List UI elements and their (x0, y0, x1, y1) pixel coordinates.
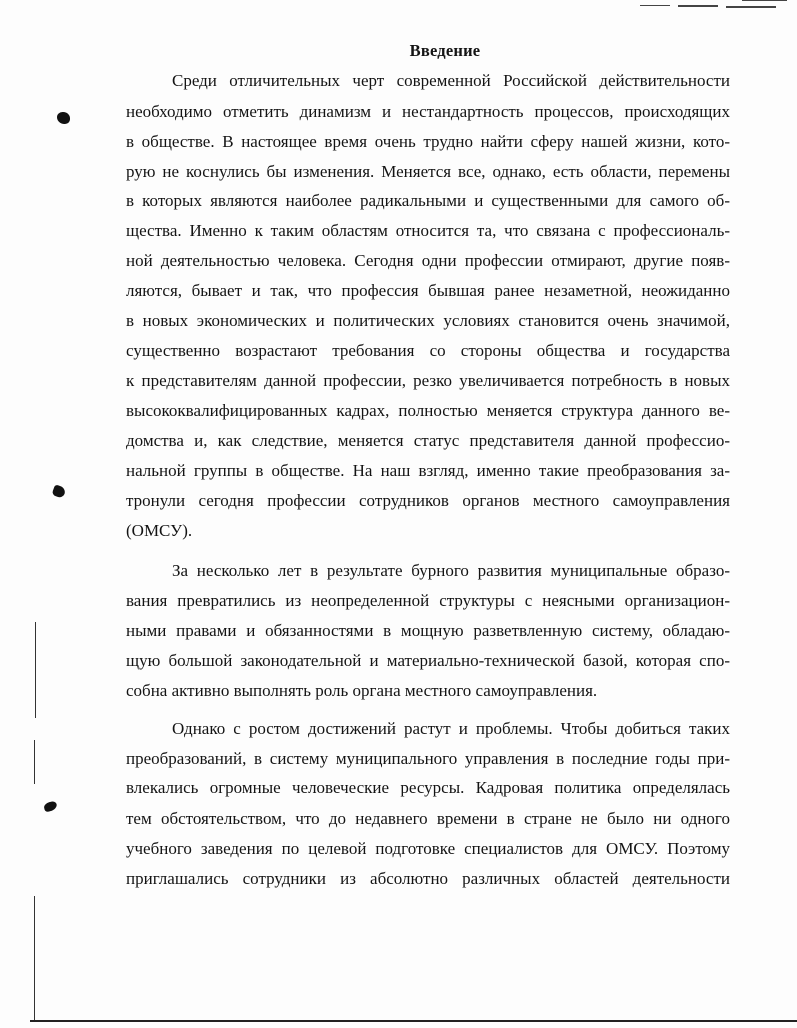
text-line: в обществе. В настоящее время очень трудно найти сферу нашей жизни, кото- (126, 132, 730, 151)
scan-artifact-margin-line (34, 896, 35, 1020)
text-line: ляются, бывает и так, что профессия бывшая ранее незаметной, неожиданно (126, 281, 730, 300)
scan-artifact-bottom-line (30, 1020, 797, 1022)
punch-hole-mark (43, 800, 58, 812)
text-line: Однако с ростом достижений растут и проблемы. Чтобы добиться таких (172, 719, 730, 738)
text-line: тем обстоятельством, что до недавнего времени в стране не было ни одного (126, 809, 730, 828)
text-line: преобразований, в систему муниципального управления в последние годы при- (126, 749, 730, 768)
scan-artifact-top-line (726, 6, 776, 8)
text-line: щества. Именно к таким областям относится та, что связана с профессиональ- (126, 221, 730, 240)
text-line: домства и, как следствие, меняется статус представителя данной профессио- (126, 431, 730, 450)
text-line: За несколько лет в результате бурного развития муниципальные образо- (172, 561, 730, 580)
page-title: Введение (409, 41, 481, 60)
text-line: необходимо отметить динамизм и нестандартность процессов, происходящих (126, 102, 730, 121)
text-line: Среди отличительных черт современной Российской действительности (172, 71, 730, 90)
punch-hole-mark (57, 112, 70, 124)
text-line: ными правами и обязанностями в мощную разветвленную систему, обладаю- (126, 621, 730, 640)
text-line: ной деятельностью человека. Сегодня одни профессии отмирают, другие появ- (126, 251, 730, 270)
text-line: учебного заведения по целевой подготовке специалистов для ОМСУ. Поэтому (126, 839, 730, 858)
text-line: высококвалифицированных кадрах, полностью меняется структура данного ве- (126, 401, 730, 420)
scan-artifact-margin-line (34, 740, 35, 784)
text-line: к представителям данной профессии, резко увеличивается потребность в новых (126, 371, 730, 390)
text-line: (ОМСУ). (126, 521, 193, 540)
punch-hole-mark (51, 484, 66, 498)
text-line: рую не коснулись бы изменения. Меняется все, однако, есть области, перемены (126, 162, 730, 181)
scan-artifact-top-line (678, 5, 718, 7)
text-line: щую большой законодательной и материально-технической базой, которая спо- (126, 651, 730, 670)
text-line: приглашались сотрудники из абсолютно различных областей деятельности (126, 869, 730, 888)
scan-artifact-margin-line (35, 622, 36, 718)
scan-artifact-top-line (742, 0, 787, 1)
scan-artifact-top-line (640, 5, 670, 6)
text-line: нальной группы в обществе. На наш взгляд, именно такие преобразования за- (126, 461, 730, 480)
text-line: в новых экономических и политических условиях становится очень значимой, (126, 311, 730, 330)
text-line: тронули сегодня профессии сотрудников органов местного самоуправления (126, 491, 730, 510)
text-line: влекались огромные человеческие ресурсы. Кадровая политика определялась (126, 778, 730, 797)
text-line: собна активно выполнять роль органа местного самоуправления. (126, 681, 598, 700)
text-line: вания превратились из неопределенной структуры с неясными организацион- (126, 591, 730, 610)
text-line: в которых являются наиболее радикальными и существенными для самого об- (126, 191, 730, 210)
text-line: существенно возрастают требования со стороны общества и государства (126, 341, 730, 360)
